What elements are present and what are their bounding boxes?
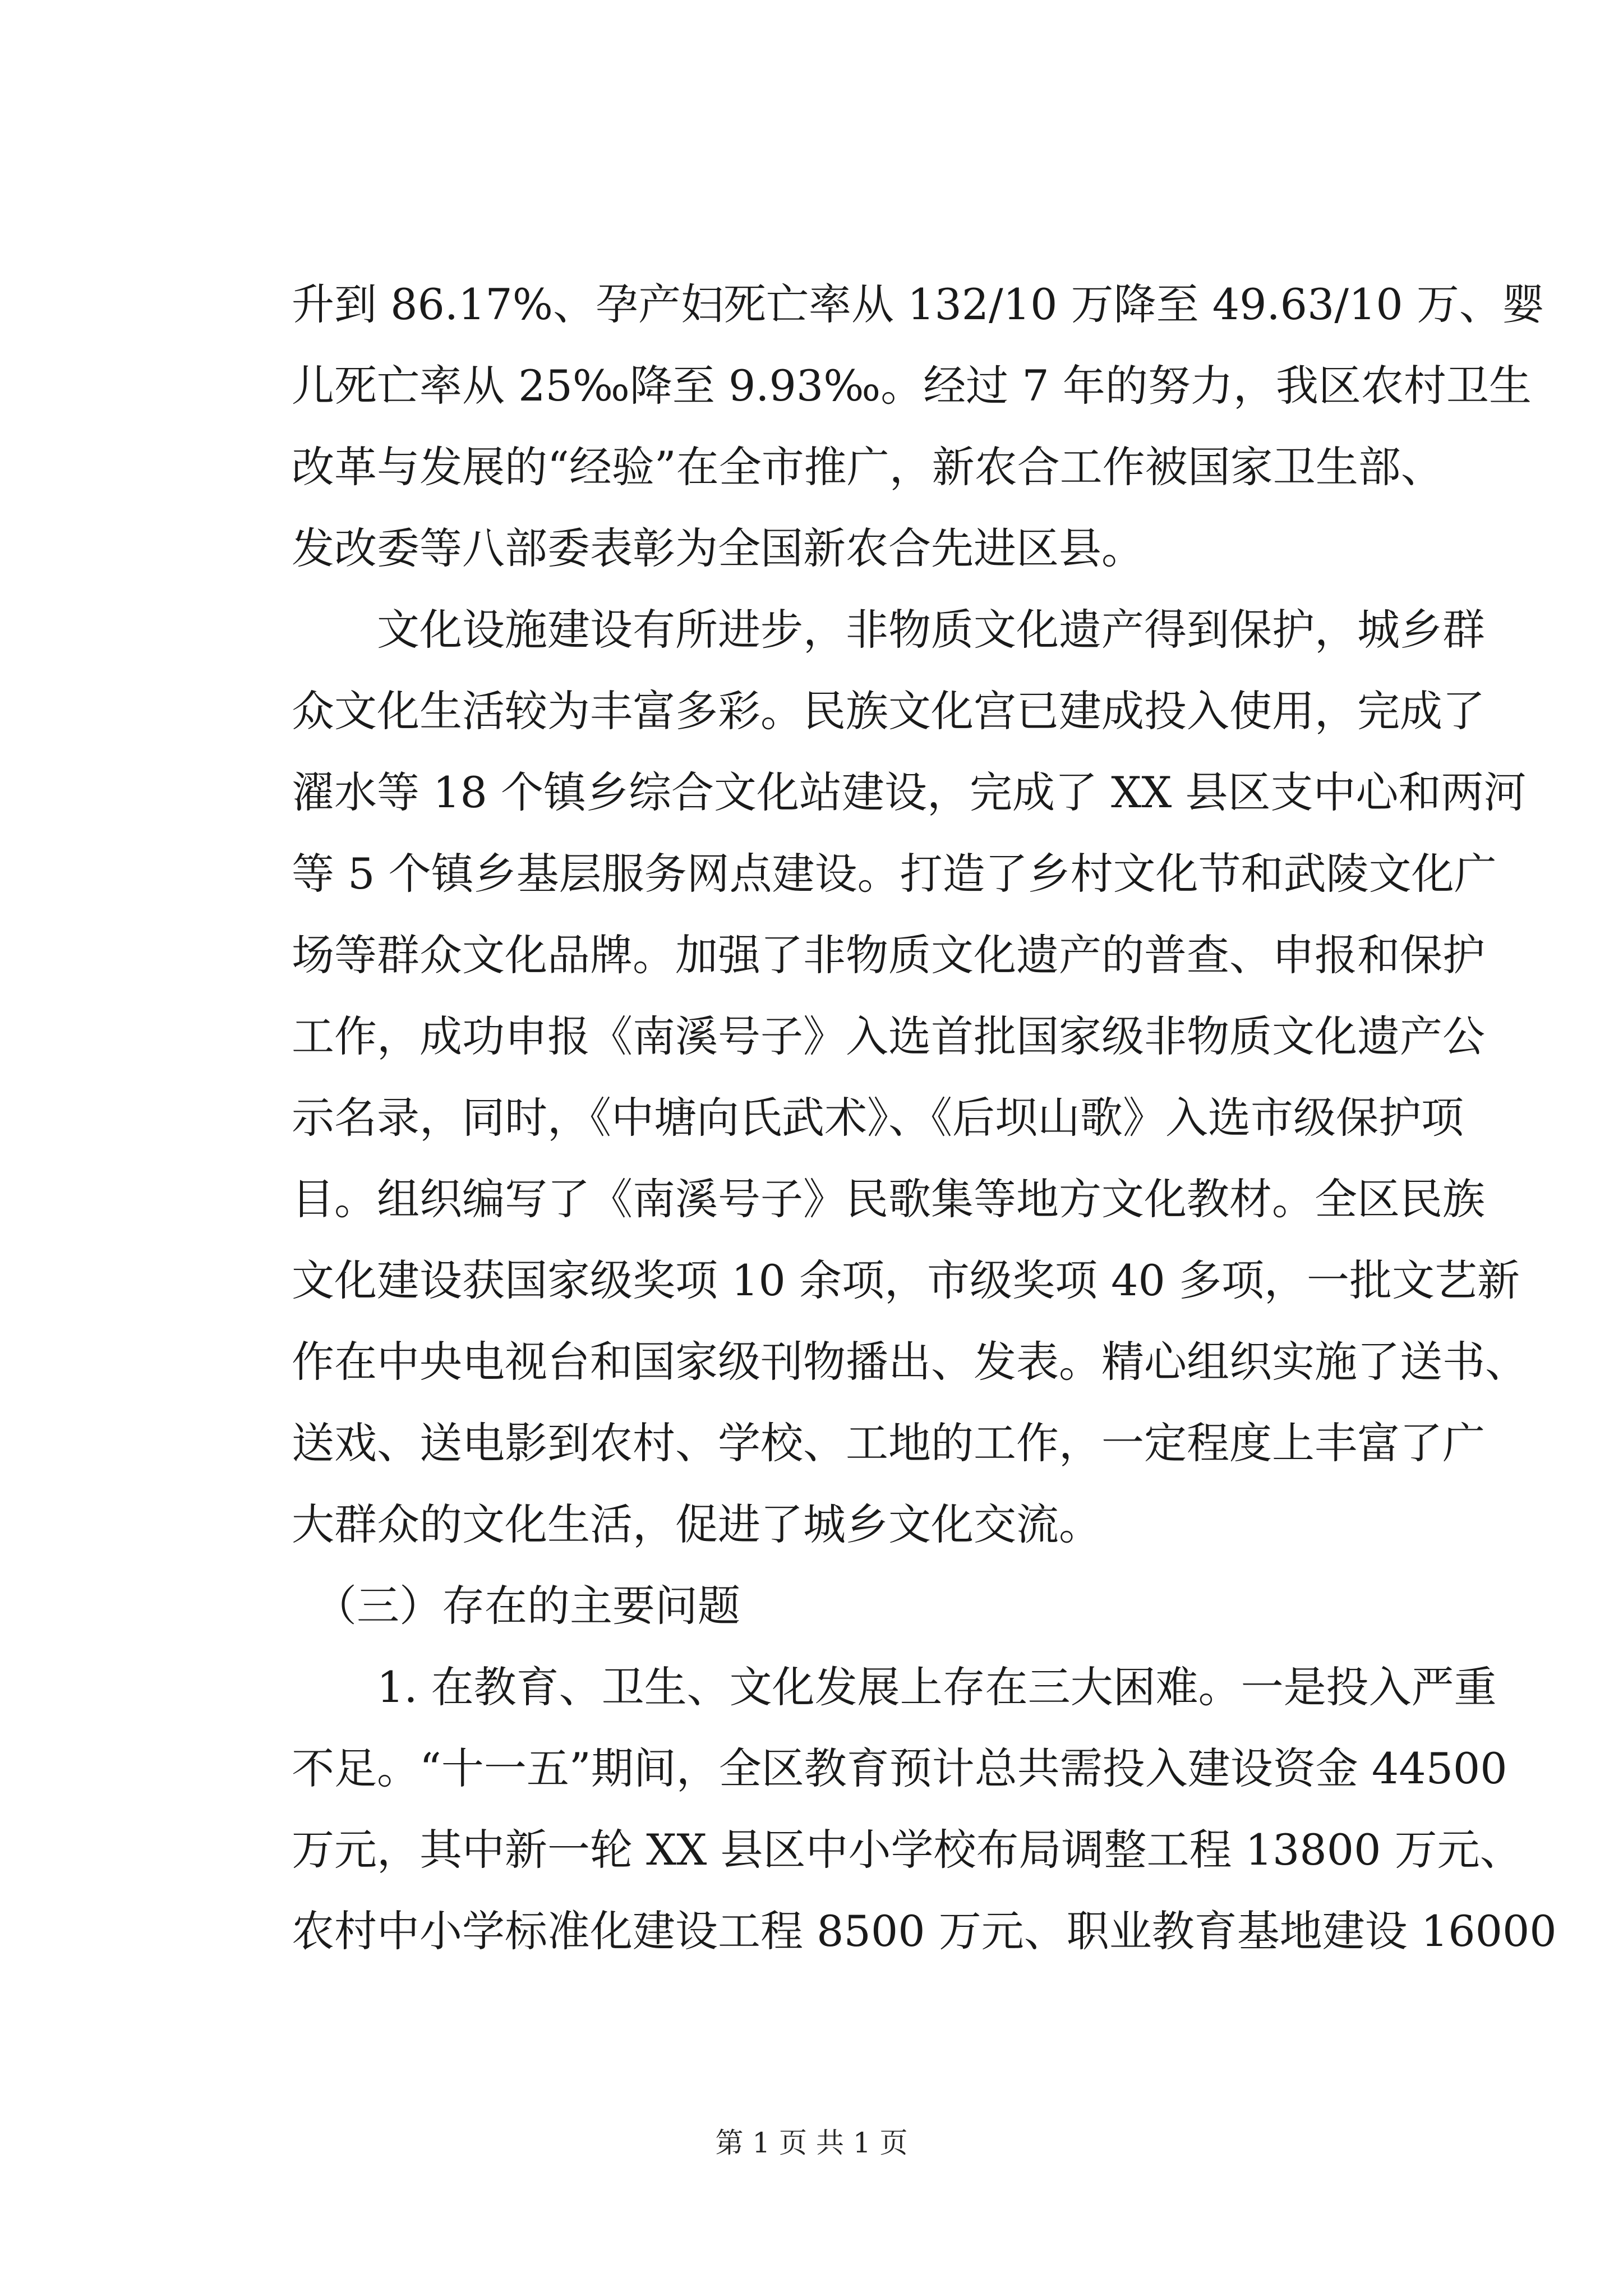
text-line: 万元，其中新一轮 XX 县区中小学校布局调整工程 13800 万元、: [292, 1825, 1523, 1875]
text-line: 目。组织编写了《南溪号子》民歌集等地方文化教材。全区民族: [292, 1174, 1485, 1224]
text-line: 升到 86.17%、孕产妇死亡率从 132/10 万降至 49.63/10 万、婴: [292, 279, 1544, 329]
body-text: [292, 264, 1557, 1972]
text-line: 作在中央电视台和国家级刊物播出、发表。精心组织实施了送书、: [292, 1337, 1528, 1387]
text-line: 改革与发展的“经验”在全市推广，新农合工作被国家卫生部、: [292, 442, 1444, 492]
page-footer: 第 1 页 共 1 页: [715, 2127, 908, 2159]
paragraph-first-line: 文化设施建设有所进步，非物质文化遗产得到保护，城乡群: [377, 605, 1485, 655]
text-line: 濯水等 18 个镇乡综合文化站建设，完成了 XX 县区支中心和两河: [292, 767, 1527, 817]
text-line: 大群众的文化生活，促进了城乡文化交流。: [292, 1499, 1101, 1549]
text-line: 不足。“十一五”期间，全区教育预计总共需投入建设资金 44500: [292, 1743, 1507, 1793]
text-line: 场等群众文化品牌。加强了非物质文化遗产的普查、申报和保护: [292, 930, 1485, 980]
text-line: 发改委等八部委表彰为全国新农合先进区县。: [292, 523, 1144, 573]
paragraph-first-line: 1. 在教育、卫生、文化发展上存在三大困难。一是投入严重: [377, 1662, 1497, 1712]
text-line: 工作，成功申报《南溪号子》入选首批国家级非物质文化遗产公: [292, 1011, 1485, 1061]
text-line: 等 5 个镇乡基层服务网点建设。打造了乡村文化节和武陵文化广: [292, 849, 1497, 899]
text-line: 文化建设获国家级奖项 10 余项，市级奖项 40 多项，一批文艺新: [292, 1255, 1520, 1305]
text-line: 儿死亡率从 25‰降至 9.93‰。经过 7 年的努力，我区农村卫生: [292, 361, 1532, 411]
text-line: 众文化生活较为丰富多彩。民族文化宫已建成投入使用，完成了: [292, 686, 1485, 736]
text-line: 示名录，同时，《中塘向氏武术》、《后坝山歌》入选市级保护项: [292, 1093, 1464, 1143]
text-line: 农村中小学标准化建设工程 8500 万元、职业教育基地建设 16000: [292, 1906, 1557, 1956]
section-heading: （三）存在的主要问题: [314, 1581, 740, 1631]
text-line: 送戏、送电影到农村、学校、工地的工作，一定程度上丰富了广: [292, 1418, 1485, 1468]
